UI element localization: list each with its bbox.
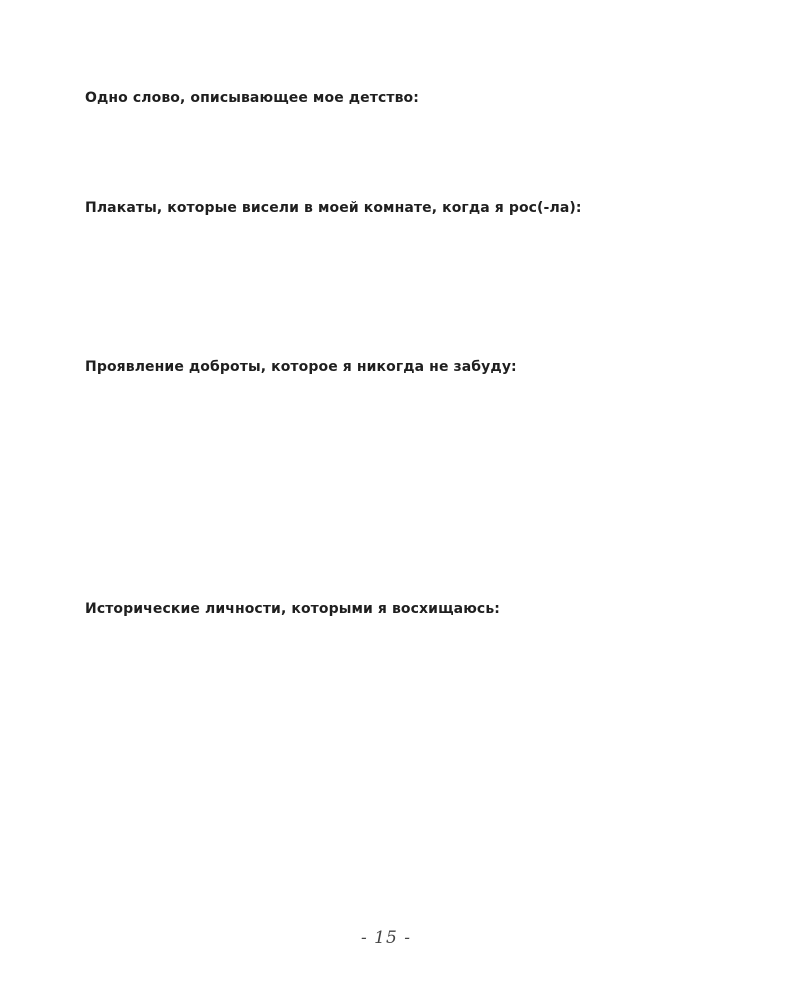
page-number: - 15 - — [361, 928, 411, 948]
prompt-childhood-word: Одно слово, описывающее мое детство: — [85, 90, 419, 106]
prompt-kindness: Проявление доброты, которое я никогда не забуду: — [85, 359, 517, 375]
prompt-room-posters: Плакаты, которые висели в моей комнате, когда я рос(-ла): — [85, 200, 582, 216]
prompt-historical-figures: Исторические личности, которыми я восхищаюсь: — [85, 601, 500, 617]
